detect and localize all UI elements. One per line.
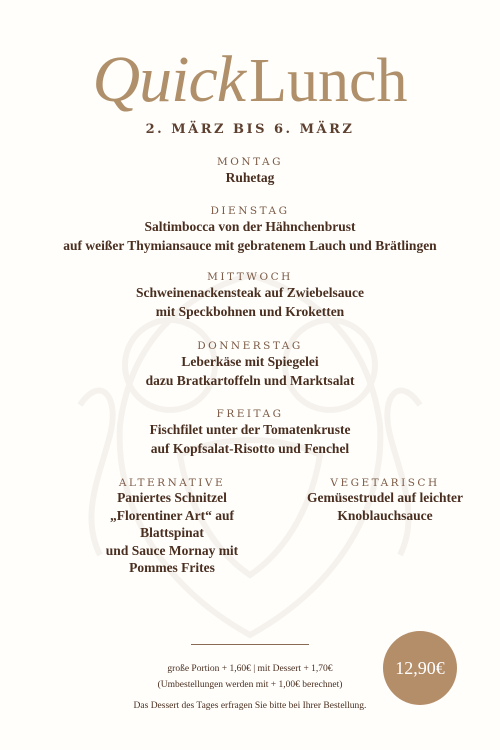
footer-dessert-note: Das Dessert des Tages erfragen Sie bitte bei Ihrer Bestellung. [133, 701, 367, 711]
vegetarisch-label: VEGETARISCH [330, 477, 440, 489]
day-label: MONTAG [217, 156, 283, 168]
alternative-label: ALTERNATIVE [118, 477, 226, 489]
day-label: DONNERSTAG [197, 340, 303, 352]
footer-change-note: (Umbestellungen werden mit + 1,00€ berechnet) [157, 680, 343, 690]
dish-line: Gemüsestrudel auf leichter [307, 490, 463, 505]
footer-portion-note: große Portion + 1,60€ | mit Dessert + 1,70€ [167, 664, 333, 674]
price-badge: 12,90€ [383, 631, 457, 705]
day-freitag [0, 408, 500, 458]
day-label: FREITAG [216, 408, 284, 420]
dish-line: auf Kopfsalat-Risotto und Fenchel [150, 441, 350, 456]
title-lunch: Lunch [249, 47, 408, 115]
day-label: MITTWOCH [207, 271, 293, 283]
dish-line: Paniertes Schnitzel [117, 490, 227, 505]
dish-line: Fischfilet unter der Tomatenkruste [149, 422, 351, 437]
vegetarisch-section [290, 477, 480, 524]
day-dienstag [0, 205, 500, 255]
menu-title [0, 42, 500, 118]
dish-line: Ruhetag [225, 170, 275, 185]
title-quick: Quick [92, 43, 246, 116]
dish-line: und Sauce Mornay mit [105, 542, 239, 558]
day-montag [0, 156, 500, 187]
dish-line: Leberkäse mit Spiegelei [181, 354, 319, 369]
day-donnerstag [0, 340, 500, 390]
dish-line: Pommes Frites [129, 560, 215, 575]
dish-line: Saltimbocca von der Hähnchenbrust [144, 219, 356, 234]
alternative-section [82, 477, 262, 577]
dish-line: dazu Bratkartoffeln und Marktsalat [145, 373, 355, 388]
dish-line: Schweinenackensteak auf Zwiebelsauce [135, 285, 364, 300]
dish-line: auf weißer Thymiansauce mit gebratenem Lauch und Brätlingen [63, 238, 437, 253]
divider [191, 644, 309, 645]
dish-line: „Florentiner Art“ auf Blattspinat [110, 507, 234, 540]
dish-line: Knoblauchsauce [337, 507, 433, 523]
date-range: 2. MÄRZ BIS 6. MÄRZ [145, 122, 355, 137]
day-label: DIENSTAG [210, 205, 290, 217]
day-mittwoch [0, 271, 500, 321]
dish-line: mit Speckbohnen und Kroketten [155, 304, 345, 319]
